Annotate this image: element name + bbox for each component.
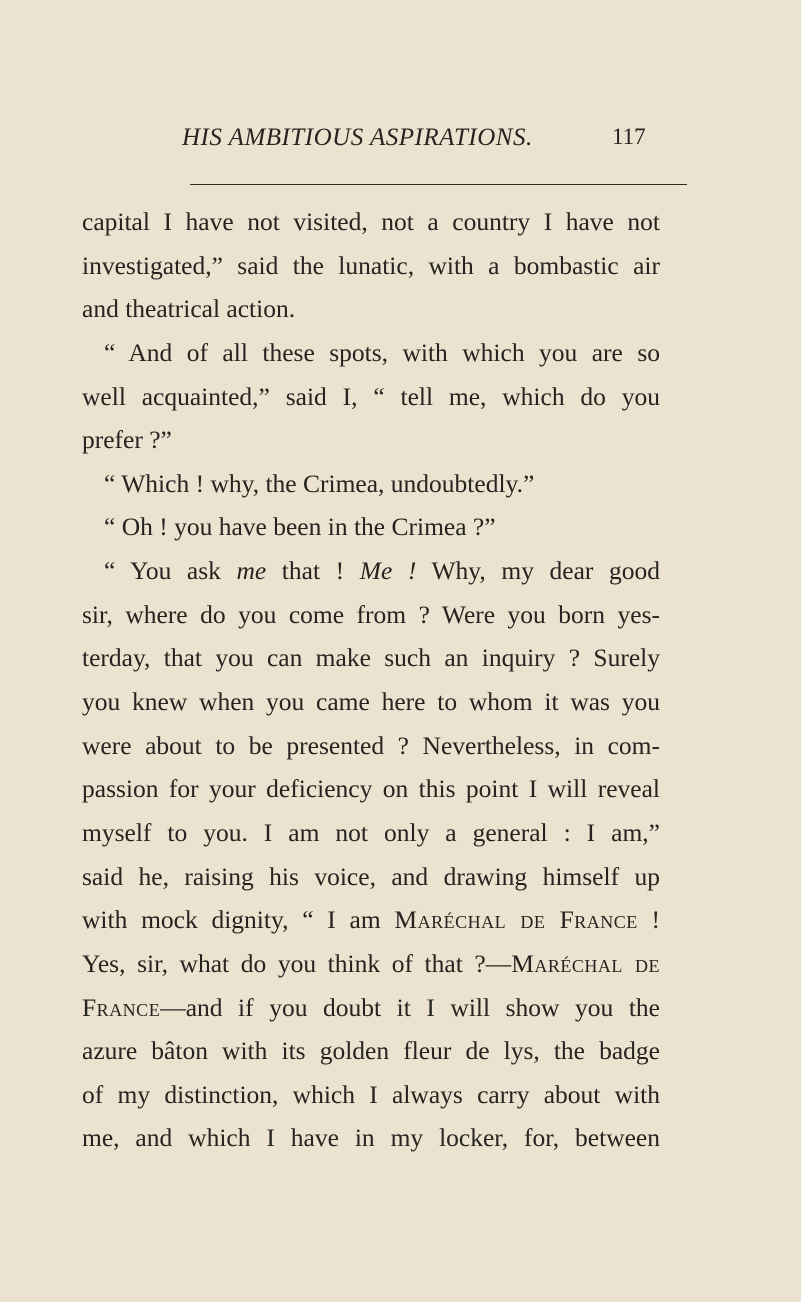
page-number: 117	[612, 124, 646, 149]
text-line: prefer ?”	[82, 425, 172, 455]
body-text	[82, 200, 660, 1160]
text-line: “ Which ! why, the Crimea, undoubtedly.”	[104, 468, 535, 498]
small-caps-title: Maréchal de France	[394, 905, 638, 935]
running-head-title: HIS AMBITIOUS ASPIRATIONS.	[182, 124, 533, 151]
text-line: of my distinction, which I always carry about with	[82, 1079, 660, 1109]
small-caps-title: France	[82, 992, 161, 1022]
text-line: you knew when you came here to whom it was you	[82, 687, 660, 717]
text-run: “ You ask	[104, 556, 237, 586]
text-run: with mock dignity, “ I am	[82, 905, 395, 935]
italic-word: me	[236, 556, 267, 586]
header-rule	[190, 184, 687, 185]
text-line: myself to you. I am not only a general : I am,”	[82, 817, 660, 847]
text-line: well acquainted,” said I, “ tell me, which do you	[82, 381, 660, 411]
text-line: passion for your deficiency on this point I will reveal	[82, 774, 660, 804]
text-run: !	[637, 905, 660, 935]
text-line	[82, 942, 660, 986]
text-line: sir, where do you come from ? Were you born yes-	[82, 599, 660, 629]
text-run: Yes, sir, what do you think of that ?—	[82, 948, 512, 978]
text-line: and theatrical action.	[82, 294, 296, 324]
text-run: that !	[266, 556, 360, 586]
text-line: terday, that you can make such an inquiry ? Surely	[82, 643, 660, 673]
text-run: —and if you doubt it I will show you the	[160, 992, 660, 1022]
italic-word: Me !	[359, 556, 417, 586]
text-line: capital I have not visited, not a country I have not	[82, 207, 660, 236]
text-line: azure bâton with its golden fleur de lys, the badge	[82, 1036, 660, 1066]
text-line: me, and which I have in my locker, for, between	[82, 1123, 660, 1153]
text-line	[82, 549, 660, 593]
text-line: were about to be presented ? Nevertheless, in com-	[82, 730, 660, 760]
text-line	[82, 898, 660, 942]
text-line: “ And of all these spots, with which you are so	[104, 337, 660, 367]
text-line: said he, raising his voice, and drawing himself up	[82, 861, 660, 891]
text-line	[82, 986, 660, 1030]
small-caps-title: Maréchal de	[511, 948, 660, 978]
text-line: “ Oh ! you have been in the Crimea ?”	[104, 512, 496, 542]
running-head	[0, 124, 801, 164]
text-line: investigated,” said the lunatic, with a bombastic air	[82, 250, 660, 280]
text-run: Why, my dear good	[416, 556, 660, 586]
